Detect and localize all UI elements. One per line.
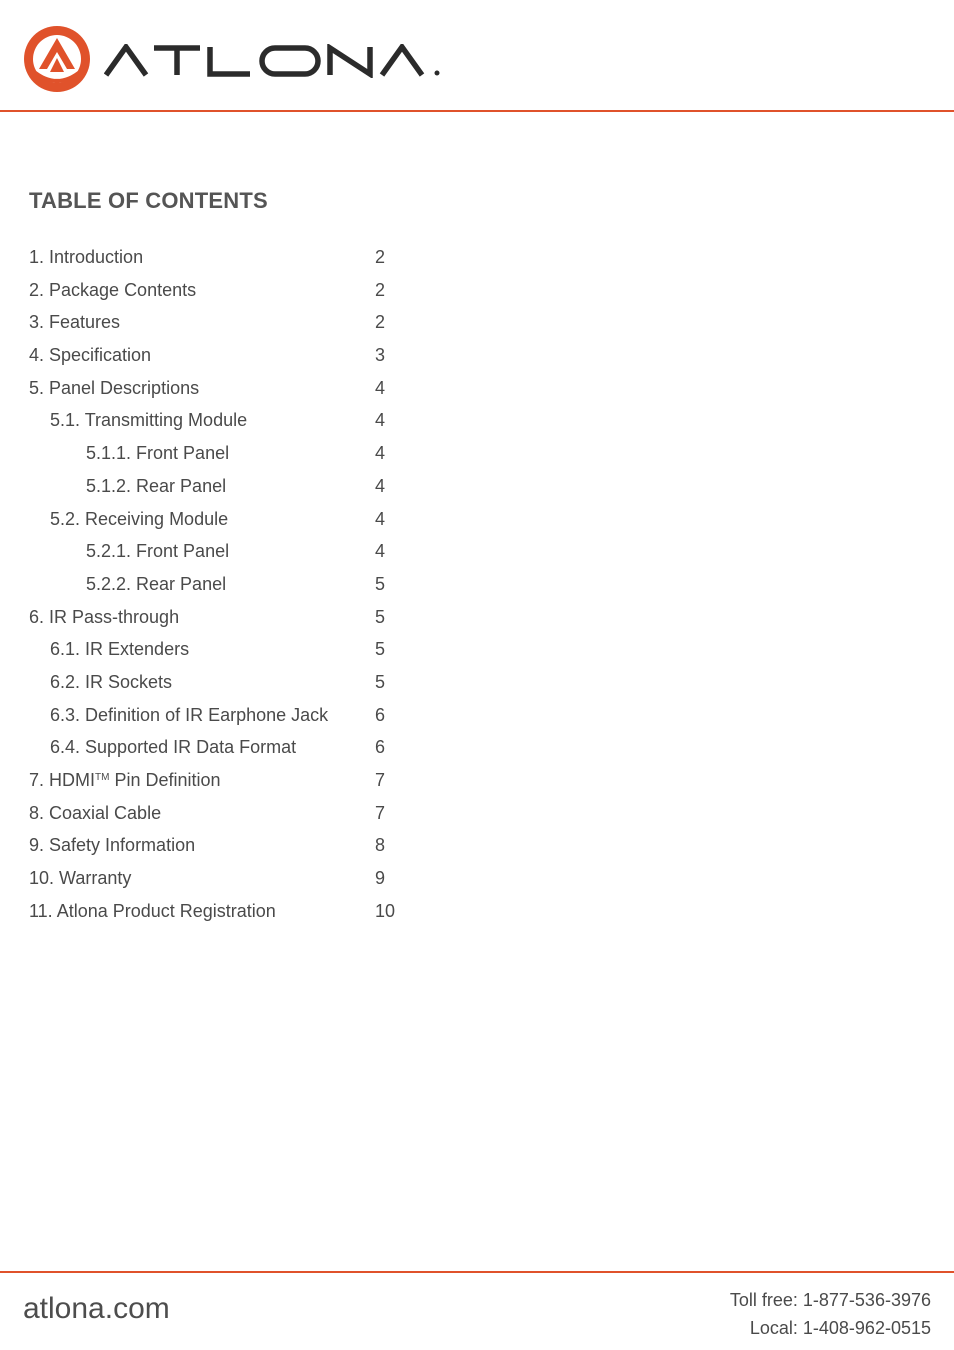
toc-entry-page: 6	[375, 704, 386, 725]
toc-entry-page: 7	[375, 802, 386, 823]
footer-divider	[0, 1271, 954, 1273]
toc-entry-page: 4	[375, 377, 386, 398]
toc-entry[interactable]	[29, 472, 449, 505]
toc-entry-label: 5.1.2. Rear Panel	[86, 475, 227, 496]
toc-entry-page: 5	[375, 606, 386, 627]
toll-free-number: Toll free: 1-877-536-3976	[729, 1290, 931, 1310]
toc-entry[interactable]	[29, 635, 449, 668]
toc-entry[interactable]	[29, 603, 449, 636]
toc-entry-page: 4	[375, 541, 386, 562]
toc-entry-label: 6.3. Definition of IR Earphone Jack	[50, 704, 329, 725]
toc-entry-page: 3	[375, 345, 386, 366]
toc-entry-page: 4	[375, 475, 386, 496]
toc-entry-page: 9	[375, 868, 386, 889]
toc-entry[interactable]	[29, 308, 449, 341]
toc-entry-label: 10. Warranty	[29, 868, 132, 889]
toc-entry-label	[29, 770, 221, 791]
toc-entry-label: 5. Panel Descriptions	[29, 377, 200, 398]
toc-entry-label-rest: Pin Definition	[109, 770, 221, 790]
trademark-mark: TM	[95, 772, 110, 783]
toc-entry[interactable]	[29, 276, 449, 309]
toc-entry[interactable]	[29, 243, 449, 276]
toc-entry-page: 2	[375, 312, 386, 333]
toc-entry-page: 7	[375, 770, 386, 790]
toc-entry[interactable]	[29, 505, 449, 538]
toc-entry-label: 5.2.1. Front Panel	[86, 541, 230, 562]
toc-entry[interactable]	[29, 668, 449, 701]
toc-entry-label: 4. Specification	[29, 345, 152, 366]
toc-entry-label: 6.2. IR Sockets	[50, 671, 173, 692]
toc-entry-label: 9. Safety Information	[29, 835, 196, 856]
contact-info	[730, 1286, 931, 1342]
toc-entry-page: 8	[375, 835, 386, 856]
toc-entry[interactable]	[29, 406, 449, 439]
table-of-contents	[29, 243, 449, 929]
toc-entry-label: 2. Package Contents	[29, 279, 197, 300]
toc-entry-label: 1. Introduction	[29, 247, 144, 267]
toc-entry-label: 5.1.1. Front Panel	[86, 443, 230, 464]
toc-entry-page: 4	[375, 410, 386, 431]
local-number: Local: 1-408-962-0515	[749, 1318, 931, 1338]
toc-entry-label: 5.2. Receiving Module	[50, 508, 229, 529]
toc-entry[interactable]	[29, 733, 449, 766]
toc-entry-page: 2	[375, 279, 386, 300]
toc-entry[interactable]	[29, 766, 449, 799]
website-link[interactable]: atlona.com	[23, 1292, 170, 1325]
toc-entry[interactable]	[29, 374, 449, 407]
toc-entry[interactable]	[29, 570, 449, 603]
toc-entry-page: 4	[375, 443, 386, 464]
toc-title: TABLE OF CONTENTS	[29, 188, 268, 213]
toc-entry-page: 2	[375, 247, 386, 267]
toc-entry-label: 5.2.2. Rear Panel	[86, 573, 227, 594]
header-divider	[0, 110, 954, 112]
toc-entry[interactable]	[29, 701, 449, 734]
toc-entry-label: 3. Features	[29, 312, 121, 333]
atlona-wordmark	[104, 44, 444, 78]
toc-entry-page: 5	[375, 639, 386, 660]
toc-entry[interactable]	[29, 341, 449, 374]
toc-entry-label: 6. IR Pass-through	[29, 606, 180, 627]
toc-entry-page: 6	[375, 737, 386, 758]
page-header	[0, 0, 954, 112]
toc-entry[interactable]	[29, 897, 449, 930]
atlona-logo-icon	[23, 25, 91, 93]
toc-entry-label: 6.4. Supported IR Data Format	[50, 737, 297, 758]
toc-entry-page: 10	[375, 900, 396, 921]
toc-entry-label: 11. Atlona Product Registration	[29, 900, 276, 921]
toc-entry-label-text: 7. HDMI	[29, 770, 96, 790]
toc-entry-page: 4	[375, 508, 386, 529]
toc-entry-label: 5.1. Transmitting Module	[50, 410, 248, 431]
toc-entry-page: 5	[375, 671, 386, 692]
toc-entry-page: 5	[375, 573, 386, 594]
toc-entry[interactable]	[29, 831, 449, 864]
toc-entry-label: 6.1. IR Extenders	[50, 639, 190, 660]
toc-entry[interactable]	[29, 864, 449, 897]
toc-entry-label: 8. Coaxial Cable	[29, 802, 162, 823]
toc-entry[interactable]	[29, 439, 449, 472]
toc-entry[interactable]	[29, 799, 449, 832]
toc-entry[interactable]	[29, 537, 449, 570]
